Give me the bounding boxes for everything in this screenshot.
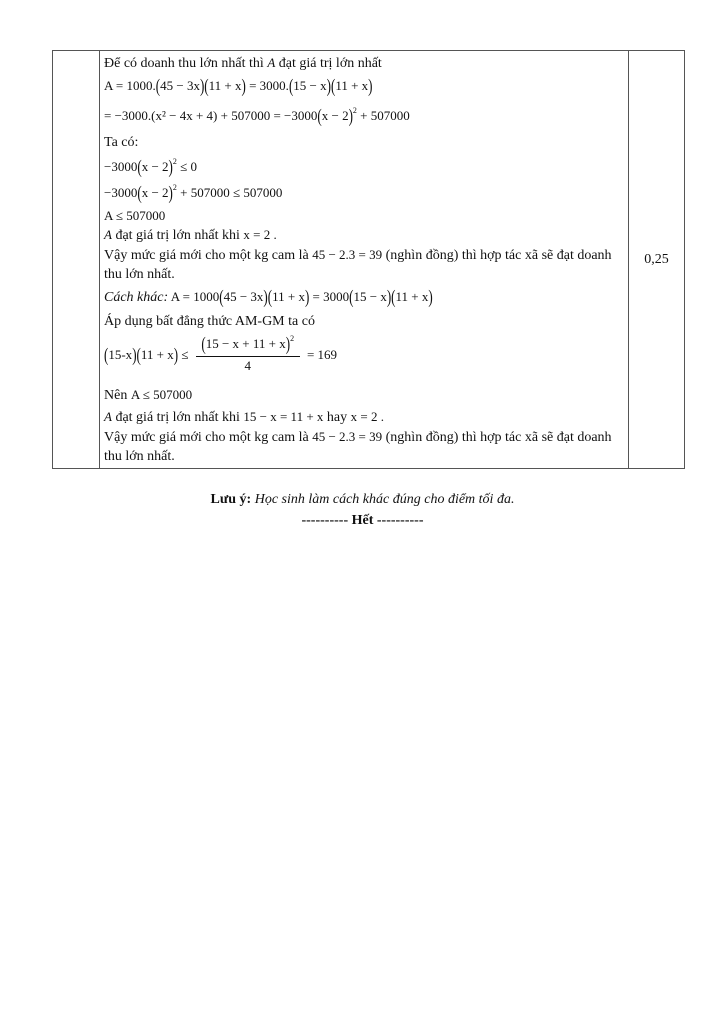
- amgm-fraction: $\frac{(15 - x + 11 + x)^2}{4}$: [196, 333, 300, 375]
- grading-table: [52, 50, 685, 469]
- question-cell: [53, 51, 100, 469]
- equation-2: = $-3000.(x^2 - 4x + 4) + 507000 = -3000(x - 2)^2 + 507000$: [104, 104, 410, 127]
- amgm-text: Áp dụng bất đẳng thức AM-GM ta có: [104, 314, 315, 329]
- inequality-2: $-3000(x - 2)^2 + 507000 \le 507000$: [104, 181, 283, 204]
- alternative-method: Cách khác: A = 1000(45 − 3x)(11 + x) = 3000(15 − x)(11 + x): [104, 285, 433, 308]
- intro-tail: đạt giá trị lớn nhất: [278, 56, 382, 71]
- table-row: [53, 51, 685, 469]
- inequality-1: $-3000(x - 2)^2 \le 0$: [104, 155, 198, 178]
- end-marker: ---------- Hết ----------: [301, 513, 424, 528]
- ta-co-label: Ta có:: [104, 135, 139, 150]
- solution-sheet: [52, 50, 685, 469]
- conclusion-2: Vậy mức giá mới cho một kg cam là 45 − 2.3 = 39 (nghìn đồng) thì hợp tác xã sẽ đạt doanh thu lớn nhất.: [104, 429, 612, 464]
- note-line: [0, 492, 725, 508]
- nen-line: Nên A ≤ 507000: [104, 387, 193, 403]
- note-label: Lưu ý:: [210, 492, 252, 507]
- intro-line: [104, 53, 624, 73]
- intro-var: A: [267, 55, 276, 70]
- score-value: 0,25: [644, 251, 669, 267]
- equation-1: A = 1000.(45 − 3x)(11 + x) = 3000.(15 − x)(11 + x): [104, 74, 373, 97]
- solution-cell: [100, 51, 629, 469]
- score-cell: [629, 51, 685, 469]
- max-condition-line-2: A đạt giá trị lớn nhất khi 15 − x = 11 + x hay x = 2 .: [104, 409, 384, 425]
- intro-text: Để có doanh thu lớn nhất thì: [104, 56, 264, 71]
- note-text: Học sinh làm cách khác đúng cho điểm tối đa.: [254, 492, 515, 507]
- inequality-3: A ≤ 507000: [104, 208, 166, 223]
- conclusion-1: Vậy mức giá mới cho một kg cam là 45 − 2.3 = 39 (nghìn đồng) thì hợp tác xã sẽ đạt doanh thu lớn nhất.: [104, 247, 612, 282]
- amgm-inequality: (15-x)(11 + x) ≤ $\frac{(15 - x + 11 + x)^2}{4}$ = 169: [104, 332, 338, 373]
- max-condition-line: A đạt giá trị lớn nhất khi x = 2 .: [104, 227, 277, 243]
